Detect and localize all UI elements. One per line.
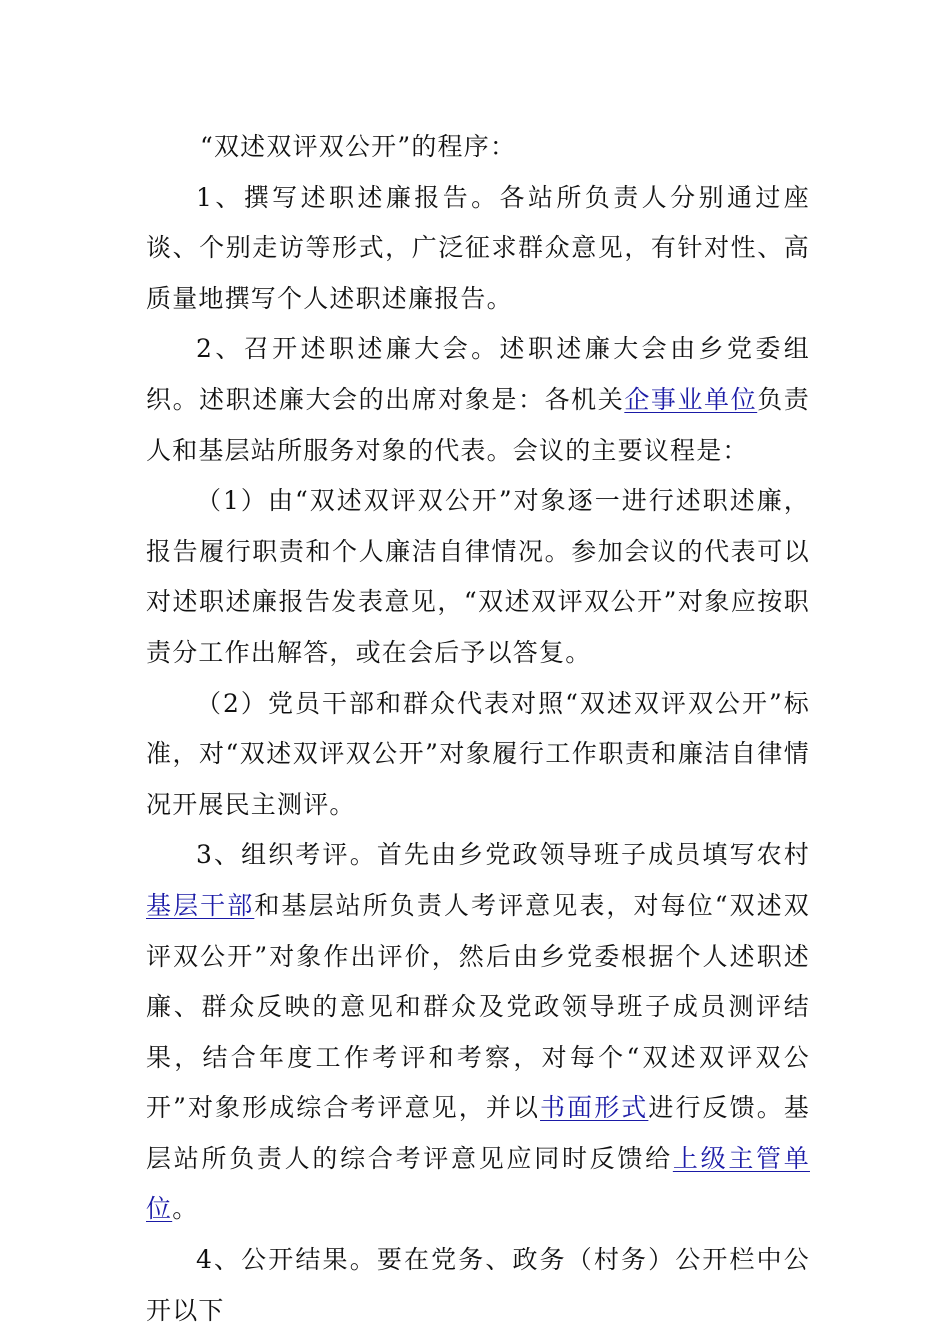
paragraph-step-3 — [146, 830, 810, 1235]
paragraph-agenda-1: （1）由“双述双评双公开”对象逐一进行述职述廉，报告履行职责和个人廉洁自律情况。参加会议的代表可以对述职述廉报告发表意见，“双述双评双公开”对象应按职责分工作出解答，或在会后予以答复。 — [146, 486, 810, 667]
paragraph-step-3-text-b: 和基层站所负责人考评意见表，对每位“双述双评双公开”对象作出评价，然后由乡党委根据个人述职述廉、群众反映的意见和群众及党政领导班子成员测评结果，结合年度工作考评和考察，对每个“双述双评双公开”对象形成综合考评意见，并以 — [146, 890, 810, 1123]
paragraph-step-2 — [146, 324, 810, 476]
paragraph-step-3-text-d: 。 — [172, 1194, 199, 1224]
paragraph-step-2-text-a: 2、召开述职述廉大会。述职述廉大会由乡党委组织。述职述廉大会的出席对象是：各机关 — [146, 334, 810, 414]
section-heading: “双述双评双公开”的程序： — [200, 132, 517, 161]
paragraph-agenda-2: （2）党员干部和群众代表对照“双述双评双公开”标准，对“双述双评双公开”对象履行工作职责和廉洁自律情况开展民主测评。 — [146, 688, 810, 819]
paragraph-step-1: 1、撰写述职述廉报告。各站所负责人分别通过座谈、个别走访等形式，广泛征求群众意见，有针对性、高质量地撰写个人述职述廉报告。 — [146, 182, 810, 313]
link-enterprise-units[interactable]: 企事业单位 — [624, 384, 758, 414]
link-grassroots-cadres[interactable]: 基层干部 — [146, 890, 255, 920]
link-superior-authority[interactable]: 上级主管单位 — [146, 1143, 810, 1224]
link-written-form[interactable]: 书面形式 — [540, 1093, 649, 1123]
paragraph-step-4: 4、公开结果。要在党务、政务（村务）公开栏中公开以下 — [146, 1245, 810, 1325]
paragraph-step-3-text-a: 3、组织考评。首先由乡党政领导班子成员填写农村 — [196, 840, 810, 870]
document-body — [146, 122, 810, 1336]
paragraph-step-3-text-c: 进行反馈。基层站所负责人的综合考评意见应同时反馈给 — [146, 1093, 810, 1173]
paragraph-step-2-text-b: 负责人和基层站所服务对象的代表。会议的主要议程是： — [146, 384, 810, 465]
